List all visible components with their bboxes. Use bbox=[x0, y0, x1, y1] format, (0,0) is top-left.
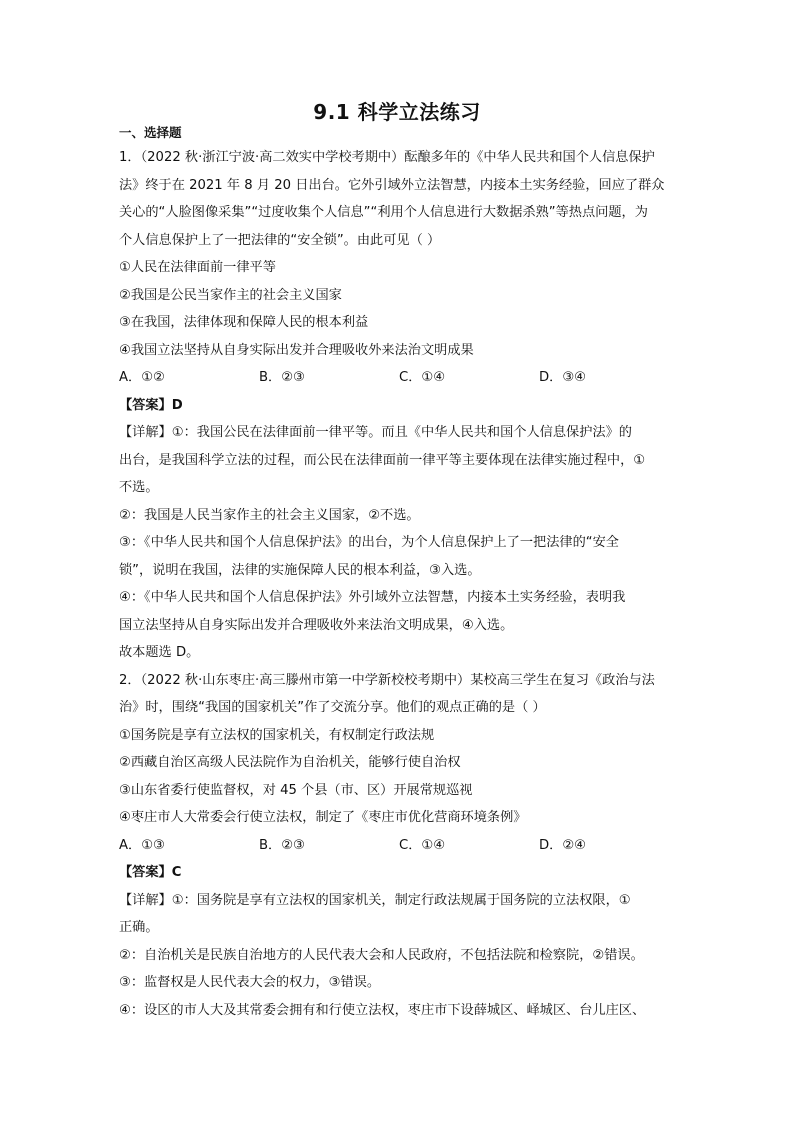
statement-item: ④我国立法坚持从自身实际出发并合理吸收外来法治文明成果 bbox=[119, 342, 474, 358]
page-title: 9.1 科学立法练习 bbox=[313, 100, 481, 124]
option-d: D．③④ bbox=[539, 370, 586, 385]
explanation-line: 【详解】①：国务院是享有立法权的国家机关，制定行政法规属于国务院的立法权限，① bbox=[119, 892, 631, 908]
answer-options bbox=[119, 832, 679, 860]
answer-options bbox=[119, 364, 679, 392]
explanation-line: ④：设区的市人大及其常委会拥有和行使立法权，枣庄市下设薛城区、峄城区、台儿庄区、 bbox=[119, 1002, 646, 1018]
question-stem-line: 个人信息保护上了一把法律的“安全锁”。由此可见（ ） bbox=[119, 232, 441, 248]
option-c: C．①④ bbox=[399, 837, 446, 853]
question-1 bbox=[119, 144, 679, 667]
question-stem-line: 1．（2022 秋·浙江宁波·高二效实中学校考期中）酝酿多年的《中华人民共和国个人信息保护 bbox=[119, 150, 655, 165]
exercise-content bbox=[119, 124, 679, 1024]
explanation-line: ④：《中华人民共和国个人信息保护法》外引域外立法智慧，内接本土实务经验，表明我 bbox=[119, 590, 626, 605]
statement-item: ①人民在法律面前一律平等 bbox=[119, 260, 276, 275]
explanation-line: ②：自治机关是民族自治地方的人民代表大会和人民政府，不包括法院和检察院，②错误。 bbox=[119, 947, 644, 963]
statement-item: ③在我国，法律体现和保障人民的根本利益 bbox=[119, 315, 369, 330]
explanation-line: 出台，是我国科学立法的过程，而公民在法律面前一律平等主要体现在法律实施过程中，① bbox=[119, 452, 646, 468]
question-2 bbox=[119, 667, 679, 1025]
explanation-line: ③：监督权是人民代表大会的权力，③错误。 bbox=[119, 975, 381, 990]
statement-item: ③山东省委行使监督权，对 45 个县（市、区）开展常规巡视 bbox=[119, 782, 473, 798]
question-stem-line: 法》终于在 2021 年 8 月 20 日出台。它外引域外立法智慧，内接本土实务经验，回应了群众 bbox=[119, 177, 665, 193]
statement-item: ①国务院是享有立法权的国家机关，有权制定行政法规 bbox=[119, 727, 435, 743]
option-c: C．①④ bbox=[399, 370, 446, 385]
option-d: D．②④ bbox=[539, 837, 586, 853]
option-a: A．①② bbox=[119, 370, 165, 385]
option-b: B．②③ bbox=[259, 370, 305, 385]
answer-label: 【答案】D bbox=[119, 397, 183, 413]
explanation-line: 国立法坚持从自身实际出发并合理吸收外来法治文明成果，④入选。 bbox=[119, 617, 514, 633]
statement-item: ②西藏自治区高级人民法院作为自治机关，能够行使自治权 bbox=[119, 755, 461, 770]
explanation-line: 正确。 bbox=[119, 920, 159, 935]
explanation-line: 锁”，说明在我国，法律的实施保障人民的根本利益，③入选。 bbox=[119, 562, 481, 578]
question-stem-line: 治》时，围绕“我国的国家机关”作了交流分享。他们的观点正确的是（ ） bbox=[119, 700, 546, 715]
answer-label: 【答案】C bbox=[119, 865, 182, 880]
statement-item: ②我国是公民当家作主的社会主义国家 bbox=[119, 287, 342, 303]
explanation-line: 【详解】①：我国公民在法律面前一律平等。而且《中华人民共和国个人信息保护法》的 bbox=[119, 425, 632, 440]
question-stem-line: 2．（2022 秋·山东枣庄·高三滕州市第一中学新校校考期中）某校高三学生在复习《政治与法 bbox=[119, 672, 655, 688]
question-stem-line: 关心的“人脸图像采集”“过度收集个人信息”“利用个人信息进行大数据杀熟”等热点问题，为 bbox=[119, 205, 648, 220]
option-a: A．①③ bbox=[119, 837, 165, 853]
explanation-line: ③：《中华人民共和国个人信息保护法》的出台，为个人信息保护上了一把法律的“安全 bbox=[119, 535, 619, 550]
explanation-line: 不选。 bbox=[119, 480, 159, 495]
statement-item: ④枣庄市人大常委会行使立法权，制定了《枣庄市优化营商环境条例》 bbox=[119, 810, 527, 825]
explanation-line: ②：我国是人民当家作主的社会主义国家，②不选。 bbox=[119, 507, 420, 523]
section-heading: 一、选择题 bbox=[119, 125, 182, 140]
option-b: B．②③ bbox=[259, 837, 305, 853]
explanation-line: 故本题选 D。 bbox=[119, 645, 200, 660]
